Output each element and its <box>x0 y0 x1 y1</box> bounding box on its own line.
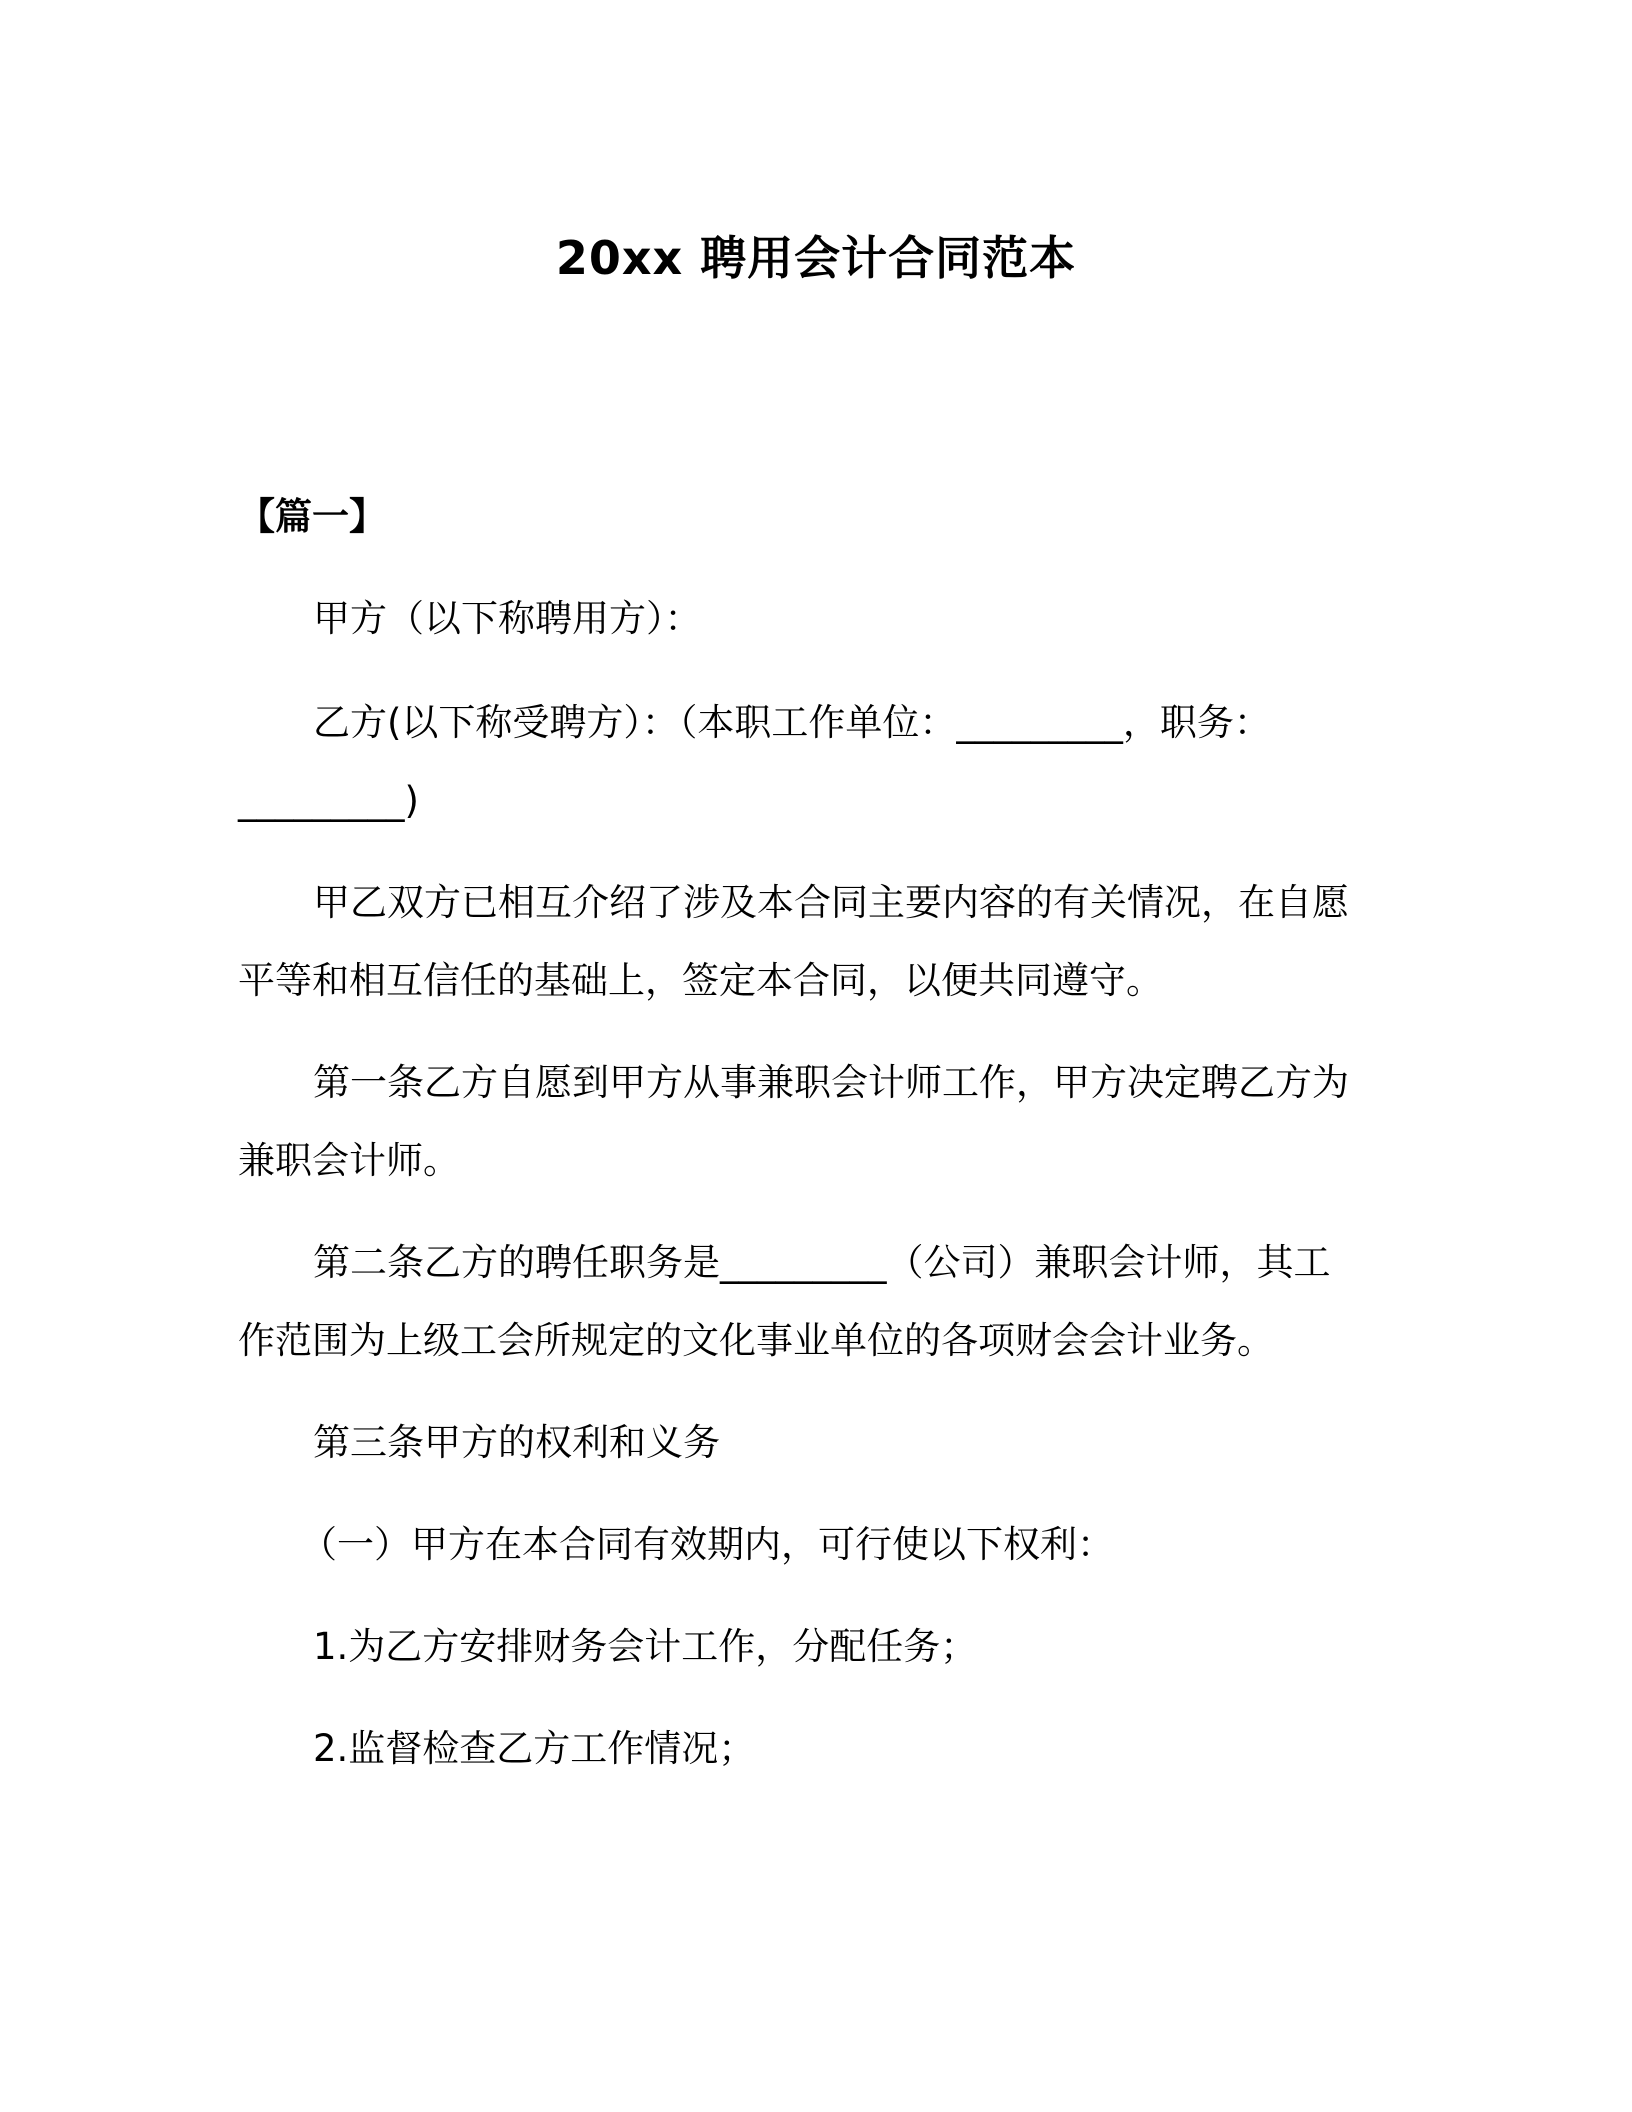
article-1-line-2: 兼职会计师。 <box>238 1139 460 1182</box>
article-2-line-1: 第二条乙方的聘任职务是_________（公司）兼职会计师，其工 <box>313 1241 1331 1284</box>
article-3-subsection-1: （一）甲方在本合同有效期内，可行使以下权利： <box>300 1523 1114 1566</box>
article-3-item-2: 2.监督检查乙方工作情况； <box>313 1727 756 1770</box>
document-title: 20xx 聘用会计合同范本 <box>555 231 1077 285</box>
article-1-line-1: 第一条乙方自愿到甲方从事兼职会计师工作，甲方决定聘乙方为 <box>313 1061 1349 1104</box>
intro-paragraph-line-1: 甲乙双方已相互介绍了涉及本合同主要内容的有关情况，在自愿 <box>313 881 1349 924</box>
article-2-line-2: 作范围为上级工会所规定的文化事业单位的各项财会会计业务。 <box>238 1319 1274 1362</box>
section-label: 【篇一】 <box>238 495 386 538</box>
article-3-item-1: 1.为乙方安排财务会计工作，分配任务； <box>313 1625 978 1668</box>
intro-paragraph-line-2: 平等和相互信任的基础上，签定本合同，以便共同遵守。 <box>238 959 1163 1002</box>
party-b-line-2: _________) <box>238 779 419 822</box>
party-a-line: 甲方（以下称聘用方）： <box>313 597 702 640</box>
party-b-line-1: 乙方(以下称受聘方）：（本职工作单位：_________，职务： <box>313 701 1271 744</box>
article-3-heading: 第三条甲方的权利和义务 <box>313 1421 720 1464</box>
